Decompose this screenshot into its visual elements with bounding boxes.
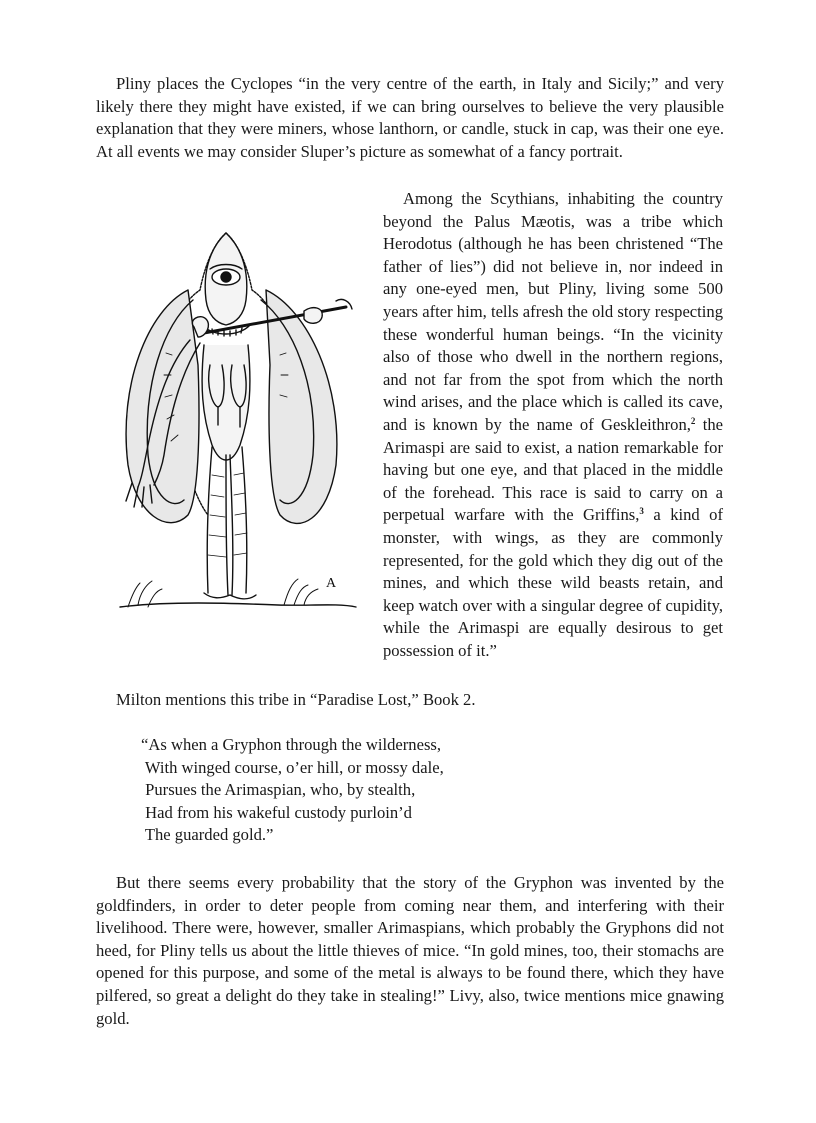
paragraph-gryphon: But there seems every probability that the story of the Gryphon was invented by the goldfinders, in order to deter people from coming near them, and interfering with their livelihood. There were, however, smaller Arimaspians, which probably the Gryphons did not heed, for Pliny tells us about the little thieves of mice. “In gold mines, too, their stomachs are opened for this purpose, and some of the metal is always to be found there, which they have pilfered, so great a delight do they take in stealing!” Livy, also, twice mentions mice gnawing gold. [96, 873, 724, 1028]
scythians-text-part2: the Arimaspi are said to exist, a nation remarkable for having but one eye, and that placed in the middle of the forehead. This race is said to carry on a perpetual warfare with the Griffins, [383, 414, 723, 525]
scythians-text-part3: a kind of monster, with wings, as they are commonly represented, for the gold which they dig out of the mines, and which these wild beasts retain, and keep watch over with a singular degree of cupidity, while the Arimaspi are equally desirous to get possession of it.” [383, 505, 724, 660]
poem-line: Pursues the Arimaspian, who, by stealth, [141, 780, 416, 800]
paragraph-cyclopes: Pliny places the Cyclopes “in the very centre of the earth, in Italy and Sicily;” and very likely there they might have existed, if we can bring ourselves to believe the very plausible explanation that they were miners, whose lanthorn, or candle, stuck in cap, was their one eye. At all events we may consider Sluper’s picture as somewhat of a fancy portrait. [96, 74, 724, 161]
arimaspian-illustration [108, 215, 358, 620]
poem-line: “As when a Gryphon through the wilderness, [141, 735, 442, 754]
paragraph-scythians [383, 188, 723, 662]
paragraph-milton: Milton mentions this tribe in “Paradise Lost,” Book 2. [116, 690, 476, 709]
cyclops-engraving [108, 215, 358, 620]
milton-quotation [141, 734, 444, 847]
footnote-marker-2[interactable]: 2 [690, 415, 696, 426]
poem-line: Had from his wakeful custody purloin’d [141, 802, 412, 822]
scythians-text-part1: Among the Scythians, inhabiting the country beyond the Palus Mæotis, was a tribe which Herodotus (although he has been christened “The father of lies”) did not believe in, nor indeed in any one-eyed men, but Pliny, living some 500 years after him, tells afresh the old story respecting these wonderful human beings. “In the vicinity also of those who dwell in the northern regions, and not far from the spot from which the north wind arises, and the place which is called its cave, and is known by the name of Geskleithron, [383, 189, 723, 434]
artist-monogram: A [326, 576, 337, 591]
footnote-marker-3[interactable]: 3 [639, 506, 644, 517]
poem-line: With winged course, o’er hill, or mossy dale, [141, 757, 444, 777]
poem-line: The guarded gold.” [141, 825, 274, 845]
